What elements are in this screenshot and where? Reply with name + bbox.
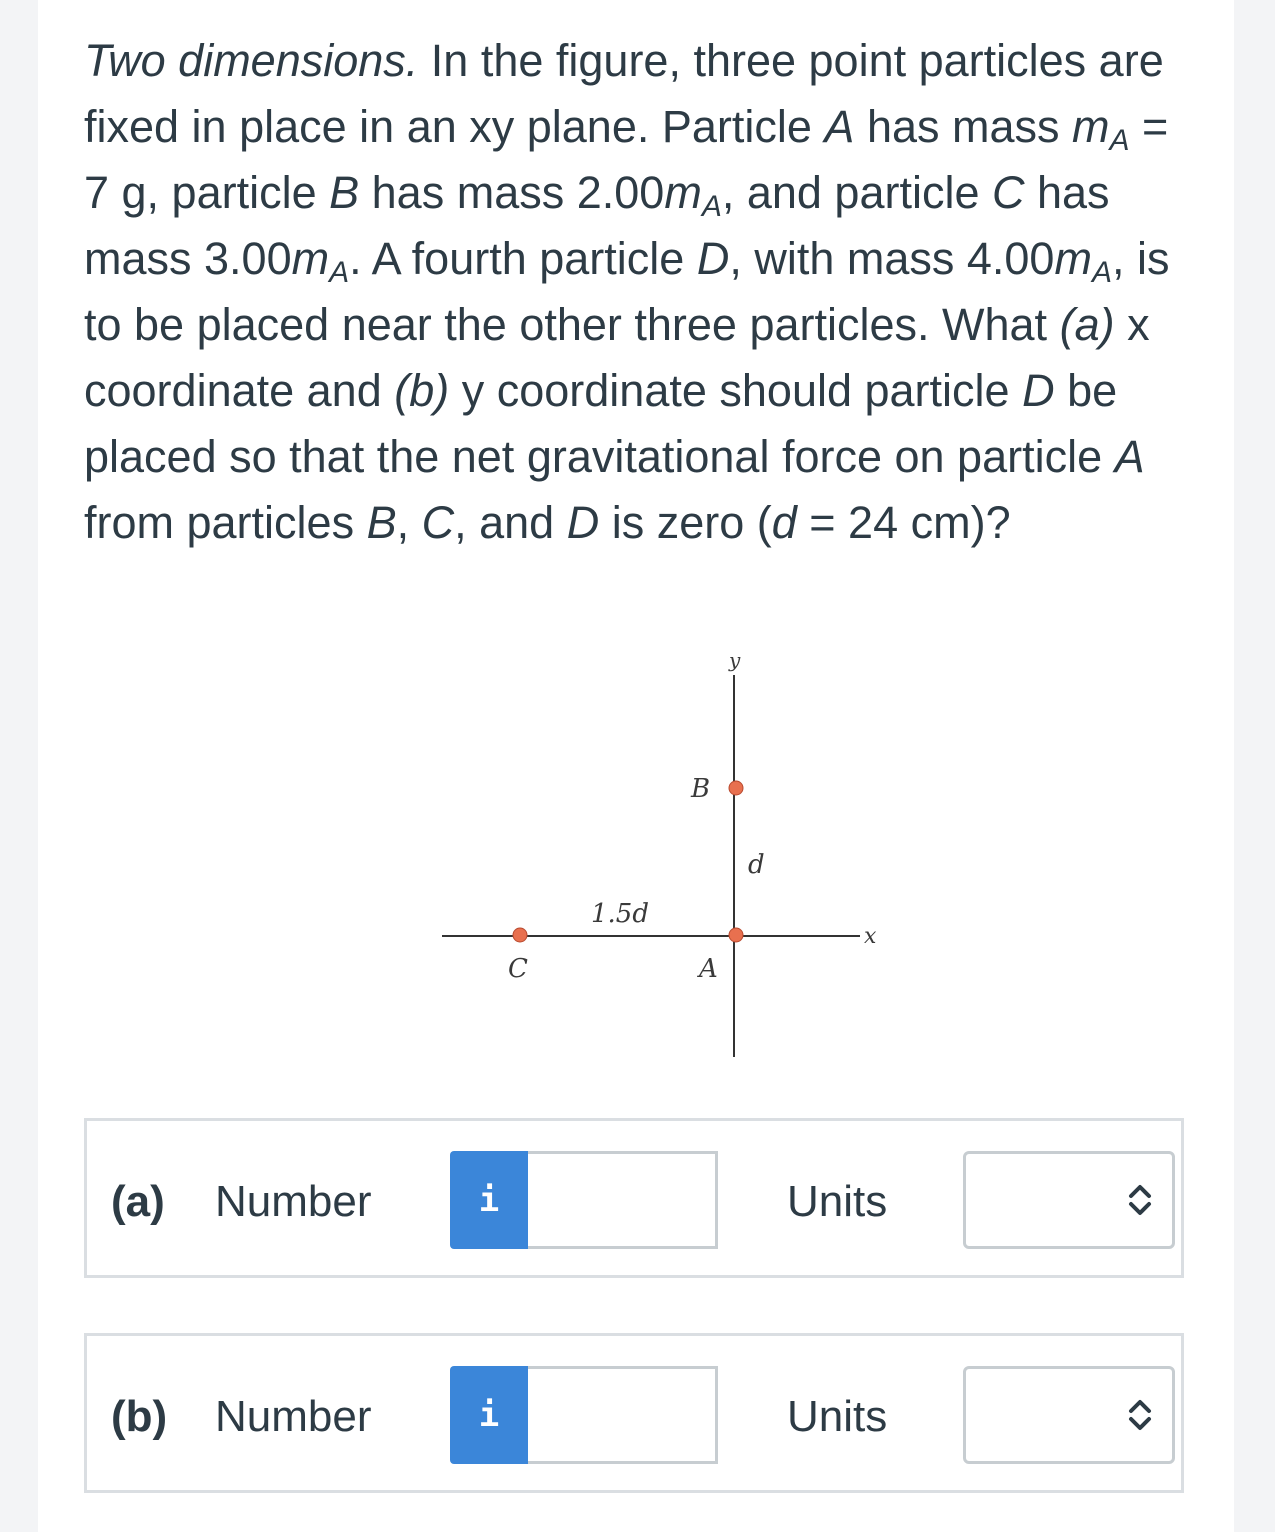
page [38,0,1234,1532]
units-select-b[interactable] [963,1366,1175,1464]
number-label-b: Number [215,1392,372,1441]
particle-a-label: A [699,954,718,984]
info-icon: i [478,1180,500,1220]
answer-row-a [84,1118,1184,1278]
particle-c [513,928,527,942]
number-input-a[interactable] [528,1151,718,1249]
info-button-b[interactable] [450,1366,528,1464]
particle-a [729,928,743,942]
particle-b [729,781,743,795]
answer-row-b [84,1333,1184,1493]
units-label-b: Units [787,1392,888,1441]
part-a-label: (a) [111,1177,165,1226]
updown-chevron-icon [1120,1393,1160,1437]
distance-d-label: d [748,850,765,880]
particle-b-label: B [691,774,711,804]
units-label-a: Units [787,1177,888,1226]
y-axis-label: y [729,648,741,672]
particle-figure [398,645,878,1075]
part-b-label: (b) [111,1392,168,1441]
particle-c-label: C [508,954,528,984]
updown-chevron-icon [1120,1178,1160,1222]
question-heading: Two dimensions. [84,35,419,86]
units-select-a[interactable] [963,1151,1175,1249]
number-input-b[interactable] [528,1366,718,1464]
distance-1-5d-label: 1.5d [591,899,649,929]
x-axis-label: x [864,924,877,949]
number-label-a: Number [215,1177,372,1226]
info-icon: i [478,1395,500,1435]
question-text: Two dimensions. In the figure, three point particles are fixed in place in an xy plane. Particle A has mass $m_A = 7$ g, particle B has mass $2.00m_A$, and particle C has mass $3.00m_A$. A fourth particle D, with mass $4.00m_A$, is to be placed near the other three particles. What (a) x coordinate and (b) y coordinate should particle D be placed so that the net gravitational force on particle A from particles B, C, and D is zero (d = 24 cm)? [84,35,1170,548]
figure-svg [398,645,878,1075]
info-button-a[interactable] [450,1151,528,1249]
